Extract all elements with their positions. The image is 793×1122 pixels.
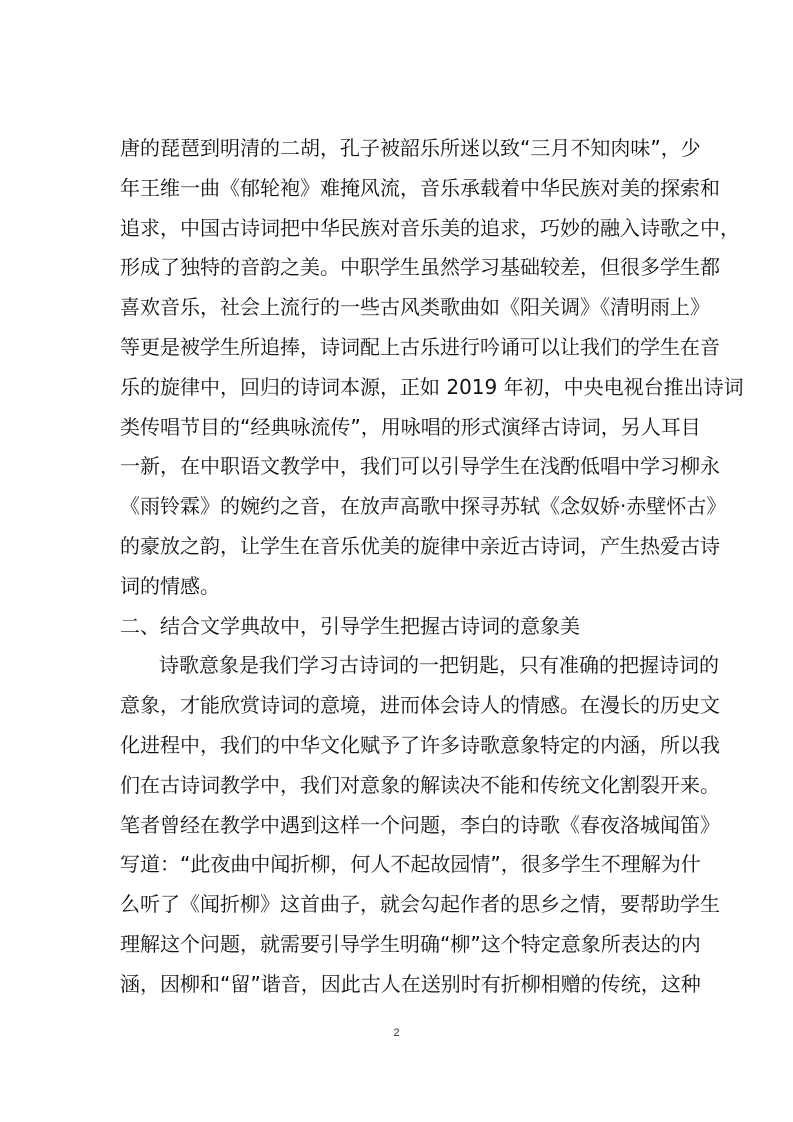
text-line: 唐的琵琶到明清的二胡，孔子被韶乐所迷以致“三月不知肉味”，少: [120, 136, 701, 160]
section-heading: 二、结合文学典故中，引导学生把握古诗词的意象美: [120, 613, 580, 638]
body-text: [120, 129, 744, 1005]
text-line: 们在古诗词教学中，我们对意象的解读决不能和传统文化割裂开来。: [120, 772, 720, 797]
text-line: 追求，中国古诗词把中华民族对音乐美的追求，巧妙的融入诗歌之中，: [120, 215, 740, 240]
text-line: 形成了独特的音韵之美。中职学生虽然学习基础较差，但很多学生都: [120, 255, 720, 280]
text-line: 么听了《闻折柳》这首曲子，就会勾起作者的思乡之情，要帮助学生: [120, 892, 720, 917]
text-line: 乐的旋律中，回归的诗词本源，正如 2019 年初，中央电视台推出诗词: [120, 374, 744, 399]
text-line: 等更是被学生所追捧，诗词配上古乐进行吟诵可以让我们的学生在音: [120, 334, 720, 359]
text-line: 理解这个问题，就需要引导学生明确“柳”这个特定意象所表达的内: [120, 931, 701, 956]
text-line: 写道：“此夜曲中闻折柳，何人不起故园情”，很多学生不理解为什: [120, 852, 701, 877]
text-line: 意象，才能欣赏诗词的意境，进而体会诗人的情感。在漫长的历史文: [120, 693, 720, 718]
text-line: 类传唱节目的“经典咏流传”，用咏唱的形式演绎古诗词，另人耳目: [120, 414, 701, 439]
text-line: 词的情感。: [120, 573, 220, 598]
text-line: 《雨铃霖》的婉约之音，在放声高歌中探寻苏轼《念奴娇·赤壁怀古》: [120, 494, 727, 519]
text-line: 诗歌意象是我们学习古诗词的一把钥匙，只有准确的把握诗词的: [159, 653, 719, 678]
text-line: 喜欢音乐，社会上流行的一些古风类歌曲如《阳关调》《清明雨上》: [120, 295, 710, 320]
text-line: 笔者曾经在教学中遇到这样一个问题，李白的诗歌《春夜洛城闻笛》: [120, 812, 720, 837]
text-line: 一新，在中职语文教学中，我们可以引导学生在浅酌低唱中学习柳永: [120, 454, 720, 479]
text-line: 涵，因柳和“留”谐音，因此古人在送别时有折柳相赠的传统，这种: [120, 971, 701, 996]
text-line: 的豪放之韵，让学生在音乐优美的旋律中亲近古诗词，产生热爱古诗: [120, 533, 720, 558]
text-line: 年王维一曲《郁轮袍》难掩风流，音乐承载着中华民族对美的探索和: [120, 175, 720, 200]
page-number: 2: [393, 1027, 400, 1039]
text-line: 化进程中，我们的中华文化赋予了许多诗歌意象特定的内涵，所以我: [120, 732, 720, 757]
